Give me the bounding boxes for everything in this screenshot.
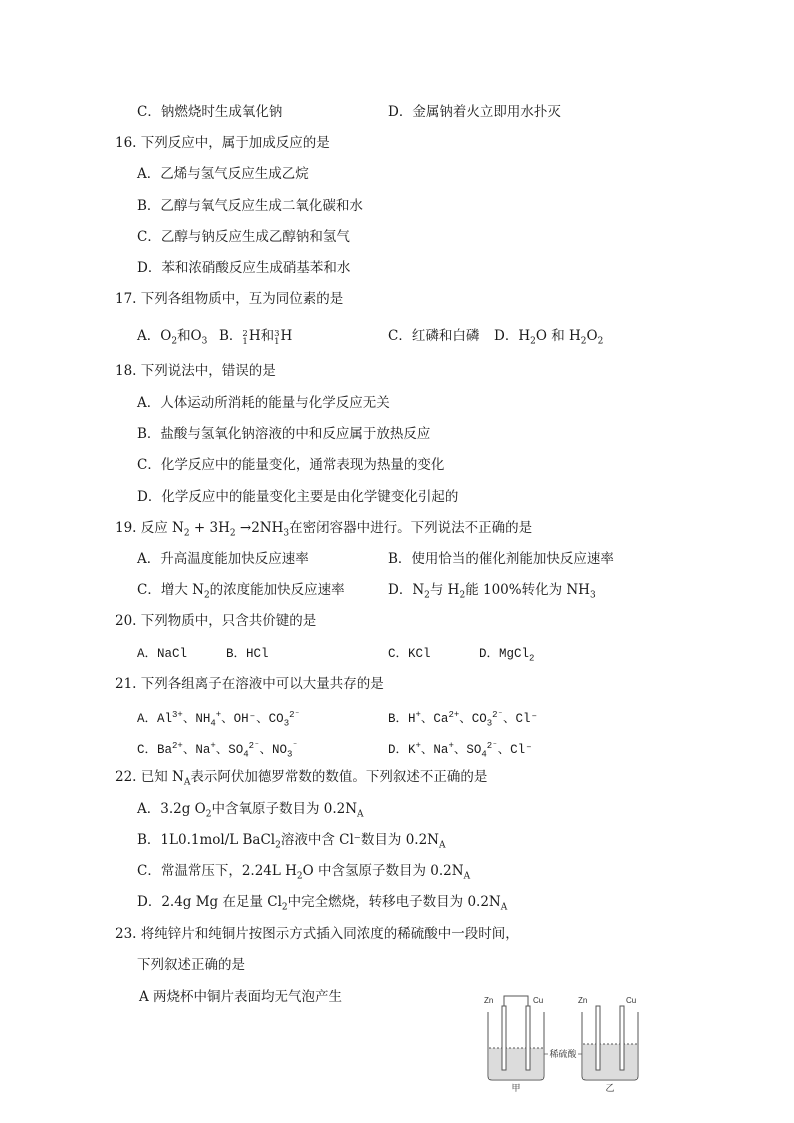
q21-c-sup2: + <box>210 741 216 751</box>
q19-stem-sub2: 2 <box>229 528 236 539</box>
q16-option-d: D．苯和浓硝酸反应生成硝基苯和水 <box>137 260 351 276</box>
q21-d-sub3: 4 <box>481 749 487 760</box>
q17-b-label: B． <box>219 328 243 344</box>
q22-stem-sub: A <box>183 777 191 788</box>
q17-b-nuclide1: 2 1 <box>242 329 248 347</box>
q21-c-sub3: 4 <box>243 749 249 760</box>
q20-option-c: C．KCl <box>388 647 431 661</box>
q22-b-2: 溶液中含 Cl⁻数目为 0.2N <box>280 832 439 848</box>
q19-stem-1: 19. 反应 N <box>115 520 184 536</box>
q17-d-text3: O <box>586 328 598 344</box>
q21-a-sub2: 4 <box>210 718 216 729</box>
q17-option-b <box>219 327 292 346</box>
q17-option-c: C．红磷和白磷 <box>388 328 480 344</box>
q17-d-sub2: 2 <box>580 336 587 347</box>
acid-label: 稀硫酸 <box>549 1049 577 1059</box>
q16-option-b: B．乙醇与氧气反应生成二氧化碳和水 <box>137 198 363 214</box>
q19-stem-sub1: 2 <box>183 528 190 539</box>
q18-stem: 18. 下列说法中，错误的是 <box>115 363 276 379</box>
q17-d-sub1: 2 <box>530 336 536 347</box>
q21-b-sup3: 2⁻ <box>492 710 503 720</box>
zn-label-left: Zn <box>484 996 494 1005</box>
q20-d-sub: 2 <box>529 653 535 664</box>
q19-d-text2: 与 H <box>429 582 460 598</box>
q19-c-text1: C．增大 N <box>137 582 204 598</box>
q21-a-sup2: + <box>215 710 222 720</box>
q19-stem-3: →2NH <box>235 520 284 536</box>
q23-option-a: A 两烧杯中铜片表面均无气泡产生 <box>139 989 343 1005</box>
q19-d-text3: 能 100%转化为 NH <box>465 582 590 598</box>
q21-c-4: 、NO <box>259 743 288 758</box>
q17-b-text2: H <box>280 328 293 344</box>
q15-option-d: D．金属钠着火立即用水扑灭 <box>388 104 561 120</box>
q22-c-sub1: 2 <box>296 871 303 882</box>
q21-a-2: 、NH <box>182 712 211 727</box>
q22-c-1: C．常温常压下，2.24L H <box>137 863 297 879</box>
q21-option-b <box>388 706 538 733</box>
q22-stem-1: 22. 已知 N <box>115 769 184 785</box>
q16-option-a: A．乙烯与氢气反应生成乙烷 <box>137 166 309 182</box>
q21-option-d <box>388 737 533 764</box>
q22-a-2: 中含氧原子数目为 0.2N <box>211 801 358 817</box>
zn-label-right: Zn <box>578 996 588 1005</box>
q21-a-3: 、OH⁻、CO <box>221 712 284 727</box>
q21-b-sup1: + <box>415 710 421 720</box>
q21-c-sup1: 2+ <box>172 741 183 751</box>
q22-option-d <box>137 893 507 917</box>
q21-a-sup1: 3+ <box>172 710 183 720</box>
q17-option-d <box>494 327 603 351</box>
q17-a-text2: 和O <box>177 328 202 344</box>
q18-option-b: B．盐酸与氢氧化钠溶液的中和反应属于放热反应 <box>137 426 431 442</box>
q19-option-d <box>388 581 596 605</box>
q21-option-c <box>137 737 298 764</box>
q22-b-1: B．1L0.1mol/L BaCl <box>137 832 276 848</box>
q19-stem-2: + 3H <box>189 520 230 536</box>
q19-stem-4: 在密闭容器中进行。下列说法不正确的是 <box>289 520 533 536</box>
q22-b-sub1: 2 <box>275 840 281 851</box>
q20-option-d <box>479 645 534 668</box>
q17-a-sub2: 3 <box>201 336 208 347</box>
q21-c-1: C．Ba <box>137 743 173 758</box>
q18-option-d: D．化学反应中的能量变化主要是由化学键变化引起的 <box>137 489 459 505</box>
q21-stem: 21. 下列各组离子在溶液中可以大量共存的是 <box>115 676 384 692</box>
q19-d-sub3: 3 <box>589 590 596 601</box>
q22-a-1: A．3.2g O <box>137 801 206 817</box>
q19-d-sub2: 2 <box>459 590 466 601</box>
q22-b-sub2: A <box>439 840 446 851</box>
q21-b-sup2: 2+ <box>448 710 460 720</box>
q19-option-b: B．使用恰当的催化剂能加快反应速率 <box>388 551 614 567</box>
q22-a-sub1: 2 <box>205 809 212 820</box>
q22-option-c <box>137 862 470 886</box>
q22-option-b <box>137 831 446 855</box>
q21-b-3: 、CO <box>459 712 487 727</box>
q17-b-text1: H和 <box>248 328 275 344</box>
q20-option-a: A．NaCl <box>137 647 188 661</box>
q22-c-2: O 中含氢原子数目为 0.2N <box>302 863 464 879</box>
q17-option-a <box>137 327 207 351</box>
q17-d-sub3: 2 <box>597 336 604 347</box>
q22-stem-2: 表示阿伏加德罗常数的数值。下列叙述不正确的是 <box>190 769 488 785</box>
q19-d-sub1: 2 <box>424 590 430 601</box>
beakers-diagram <box>480 992 650 1092</box>
q21-c-2: 、Na <box>182 743 211 758</box>
q19-c-sub: 2 <box>203 590 210 601</box>
q19-stem <box>115 519 532 543</box>
q21-a-sub3: 3 <box>283 718 290 729</box>
q22-d-sub2: A <box>500 902 508 913</box>
q19-stem-sub3: 3 <box>283 528 290 539</box>
q17-a-sub: 2 <box>171 336 178 347</box>
cu-label-left: Cu <box>533 996 544 1005</box>
q21-b-4: 、Cl⁻ <box>503 712 539 727</box>
q21-b-sub3: 3 <box>486 718 493 729</box>
q22-a-sub2: A <box>357 809 364 820</box>
q21-b-1: B．H <box>388 712 416 727</box>
q21-option-a <box>137 706 300 733</box>
q17-d-text2: O 和 H <box>535 328 581 344</box>
q19-option-c <box>137 581 345 605</box>
q22-d-1: D．2.4g Mg 在足量 Cl <box>137 894 282 910</box>
cu-label-right: Cu <box>626 996 637 1005</box>
q21-a-sup3: 2⁻ <box>289 710 300 720</box>
q22-c-sub2: A <box>463 871 471 882</box>
q16-stem: 16. 下列反应中，属于加成反应的是 <box>115 135 330 151</box>
galvanic-cell-figure <box>480 992 650 1092</box>
q21-c-sub4: 3 <box>287 749 293 760</box>
q15-option-c: C．钠燃烧时生成氧化钠 <box>137 104 283 120</box>
q22-d-sub1: 2 <box>281 902 288 913</box>
q21-d-2: 、Na <box>420 743 449 758</box>
q21-d-sup3: 2⁻ <box>486 741 498 751</box>
q20-option-b: B．HCl <box>226 647 269 661</box>
q21-d-sup2: + <box>448 741 454 751</box>
q18-option-a: A．人体运动所消耗的能量与化学反应无关 <box>137 395 390 411</box>
q16-option-c: C．乙醇与钠反应生成乙醇钠和氢气 <box>137 229 350 245</box>
q19-d-text1: D．N <box>388 582 425 598</box>
q22-stem <box>115 768 487 792</box>
beaker-right <box>582 1006 638 1080</box>
q17-b-nuclide2: 3 1 <box>274 329 280 347</box>
q19-c-text2: 的浓度能加快反应速率 <box>209 582 345 598</box>
beaker-right-caption: 乙 <box>605 1083 615 1092</box>
q23-stem-line2: 下列叙述正确的是 <box>137 957 245 973</box>
beaker-left <box>488 996 544 1080</box>
q21-a-1: A．Al <box>137 712 173 727</box>
q22-option-a <box>137 800 364 824</box>
q21-c-sup3: 2⁻ <box>248 741 260 751</box>
q17-stem: 17. 下列各组物质中，互为同位素的是 <box>115 291 344 307</box>
q21-d-sup1: + <box>415 741 421 751</box>
q21-d-4: 、Cl⁻ <box>497 743 533 758</box>
q22-d-2: 中完全燃烧，转移电子数目为 0.2N <box>287 894 501 910</box>
q20-stem: 20. 下列物质中，只含共价键的是 <box>115 613 317 629</box>
q21-c-3: 、SO <box>215 743 244 758</box>
q21-d-3: 、SO <box>453 743 482 758</box>
q21-b-2: 、Ca <box>420 712 449 727</box>
q21-c-sup4: ⁻ <box>292 741 298 751</box>
beaker-left-caption: 甲 <box>511 1083 521 1092</box>
q17-a-text: A．O <box>137 328 172 344</box>
q19-option-a: A．升高温度能加快反应速率 <box>137 551 309 567</box>
q21-d-1: D．K <box>388 743 416 758</box>
q17-d-text: D．H <box>494 328 531 344</box>
q18-option-c: C．化学反应中的能量变化，通常表现为热量的变化 <box>137 457 445 473</box>
q23-stem-line1: 23. 将纯锌片和纯铜片按图示方式插入同浓度的稀硫酸中一段时间， <box>115 926 519 942</box>
q20-d-text: D．MgCl <box>479 647 530 661</box>
